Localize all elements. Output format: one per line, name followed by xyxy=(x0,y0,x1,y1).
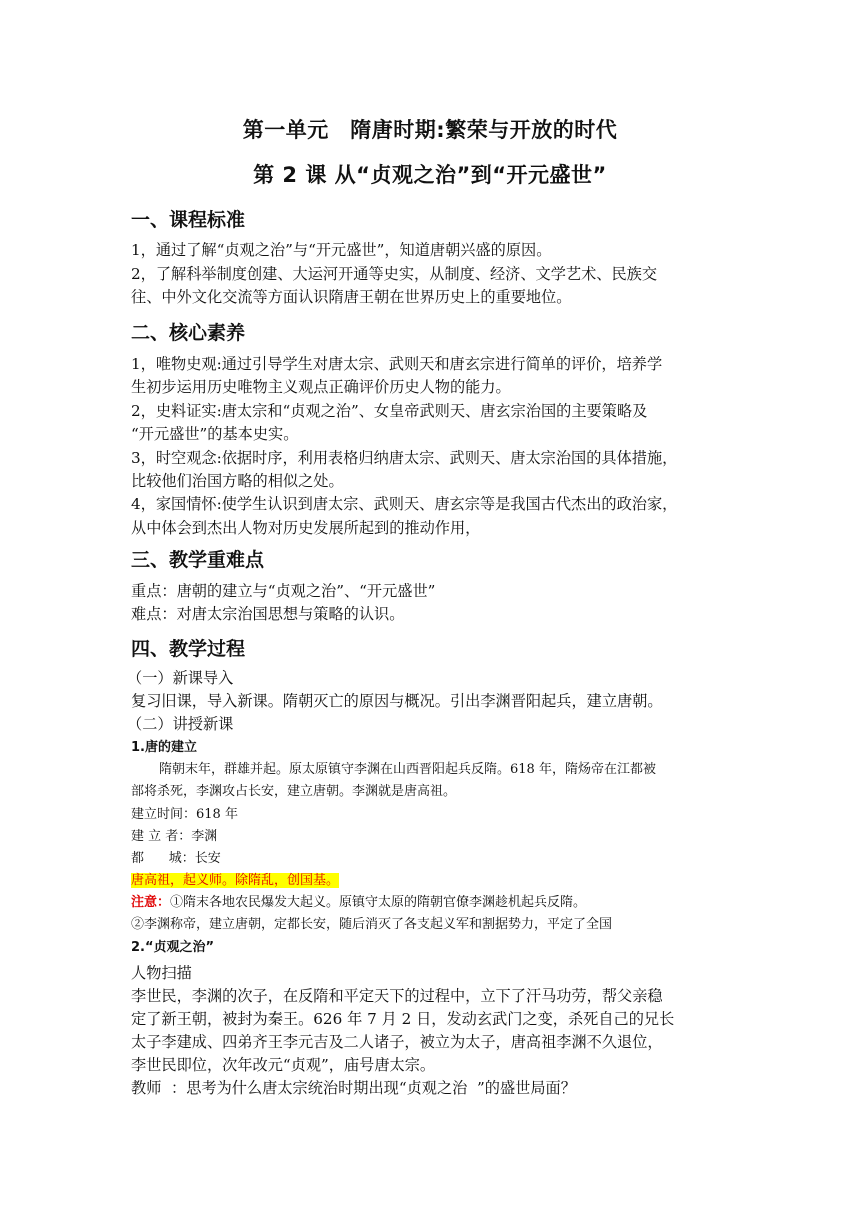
subheading-new-lesson: （二）讲授新课 xyxy=(127,715,234,733)
unit-title: 第一单元 隋唐时期:繁荣与开放的时代 xyxy=(242,118,618,142)
topic-zhenguan: 2.“贞观之治” xyxy=(131,940,215,955)
section-heading-key-points: 三、教学重难点 xyxy=(131,549,265,571)
intro-text: 复习旧课，导入新课。隋朝灭亡的原因与概况。引出李渊晋阳起兵，建立唐朝。 xyxy=(131,692,663,710)
topic-tang-founding: 1.唐的建立 xyxy=(131,740,197,755)
competency-line: 2，史料证实:唐太宗和“贞观之治”、女皇帝武则天、唐玄宗治国的主要策略及 xyxy=(131,402,648,420)
lesson-title: 第 2 课 从“贞观之治”到“开元盛世” xyxy=(253,163,607,187)
rhyme-line xyxy=(131,872,339,890)
section-heading-competencies: 二、核心素养 xyxy=(131,322,246,344)
competency-line: 4，家国情怀:使学生认识到唐太宗、武则天、唐玄宗等是我国古代杰出的政治家， xyxy=(131,495,678,513)
standards-line: 往、中外文化交流等方面认识隋唐王朝在世界历史上的重要地位。 xyxy=(131,288,572,306)
section-heading-standards: 一、课程标准 xyxy=(131,209,246,231)
section-heading-process: 四、教学过程 xyxy=(131,638,246,660)
competency-line: 生初步运用历史唯物主义观点正确评价历史人物的能力。 xyxy=(131,378,511,396)
bio-line: 太子李建成、四弟齐王李元吉及二人诸子，被立为太子，唐高祖李渊不久退位， xyxy=(131,1033,663,1051)
fact-founder: 建 立 者：李渊 xyxy=(131,829,218,844)
standards-line: 2，了解科举制度创建、大运河开通等史实，从制度、经济、文学艺术、民族交 xyxy=(131,265,658,283)
fact-capital: 都 城：长安 xyxy=(131,851,221,866)
note-item: ②李渊称帝，建立唐朝，定都长安，随后消灭了各支起义军和割据势力，平定了全国 xyxy=(131,917,613,932)
rhyme-highlight: 唐高祖，起义师。除隋乱，创国基。 xyxy=(131,873,340,888)
competency-line: “开元盛世”的基本史实。 xyxy=(131,425,299,443)
note-item: ①隋末各地农民爆发大起义。原镇守太原的隋朝官僚李渊趁机起兵反隋。 xyxy=(170,895,587,910)
subheading-intro: （一）新课导入 xyxy=(127,669,234,687)
competency-line: 1，唯物史观:通过引导学生对唐太宗、武则天和唐玄宗进行简单的评价，培养学 xyxy=(131,355,663,373)
note-line-1 xyxy=(131,894,586,912)
bio-line: 李世民即位，次年改元“贞观”，庙号唐太宗。 xyxy=(131,1056,436,1074)
difficulty-line: 难点：对唐太宗治国思想与策略的认识。 xyxy=(131,605,405,623)
founding-paragraph: 隋朝末年，群雄并起。原太原镇守李渊在山西晋阳起兵反隋。618 年，隋炀帝在江都被 xyxy=(159,762,656,777)
fact-founding-time: 建立时间：618 年 xyxy=(131,807,238,822)
competency-line: 比较他们治国方略的相似之处。 xyxy=(131,472,344,490)
competency-line: 从中体会到杰出人物对历史发展所起到的推动作用， xyxy=(131,519,481,537)
bio-line: 定了新王朝，被封为秦王。626 年 7 月 2 日，发动玄武门之变，杀死自己的兄长 xyxy=(131,1010,675,1028)
founding-paragraph: 部将杀死，李渊攻占长安，建立唐朝。李渊就是唐高祖。 xyxy=(131,784,457,799)
figure-scan-label: 人物扫描 xyxy=(131,964,192,982)
competency-line: 3，时空观念:依据时序，利用表格归纳唐太宗、武则天、唐太宗治国的具体措施， xyxy=(131,449,678,467)
key-point-line: 重点：唐朝的建立与“贞观之治”、“开元盛世” xyxy=(131,582,436,600)
standards-line: 1，通过了解“贞观之治”与“开元盛世”，知道唐朝兴盛的原因。 xyxy=(131,241,552,259)
bio-line: 李世民，李渊的次子，在反隋和平定天下的过程中，立下了汗马功劳，帮父亲稳 xyxy=(131,987,663,1005)
note-label: 注意： xyxy=(131,895,171,910)
teacher-question: 教师 ：思考为什么唐太宗统治时期出现“贞观之治 ”的盛世局面？ xyxy=(131,1079,576,1097)
